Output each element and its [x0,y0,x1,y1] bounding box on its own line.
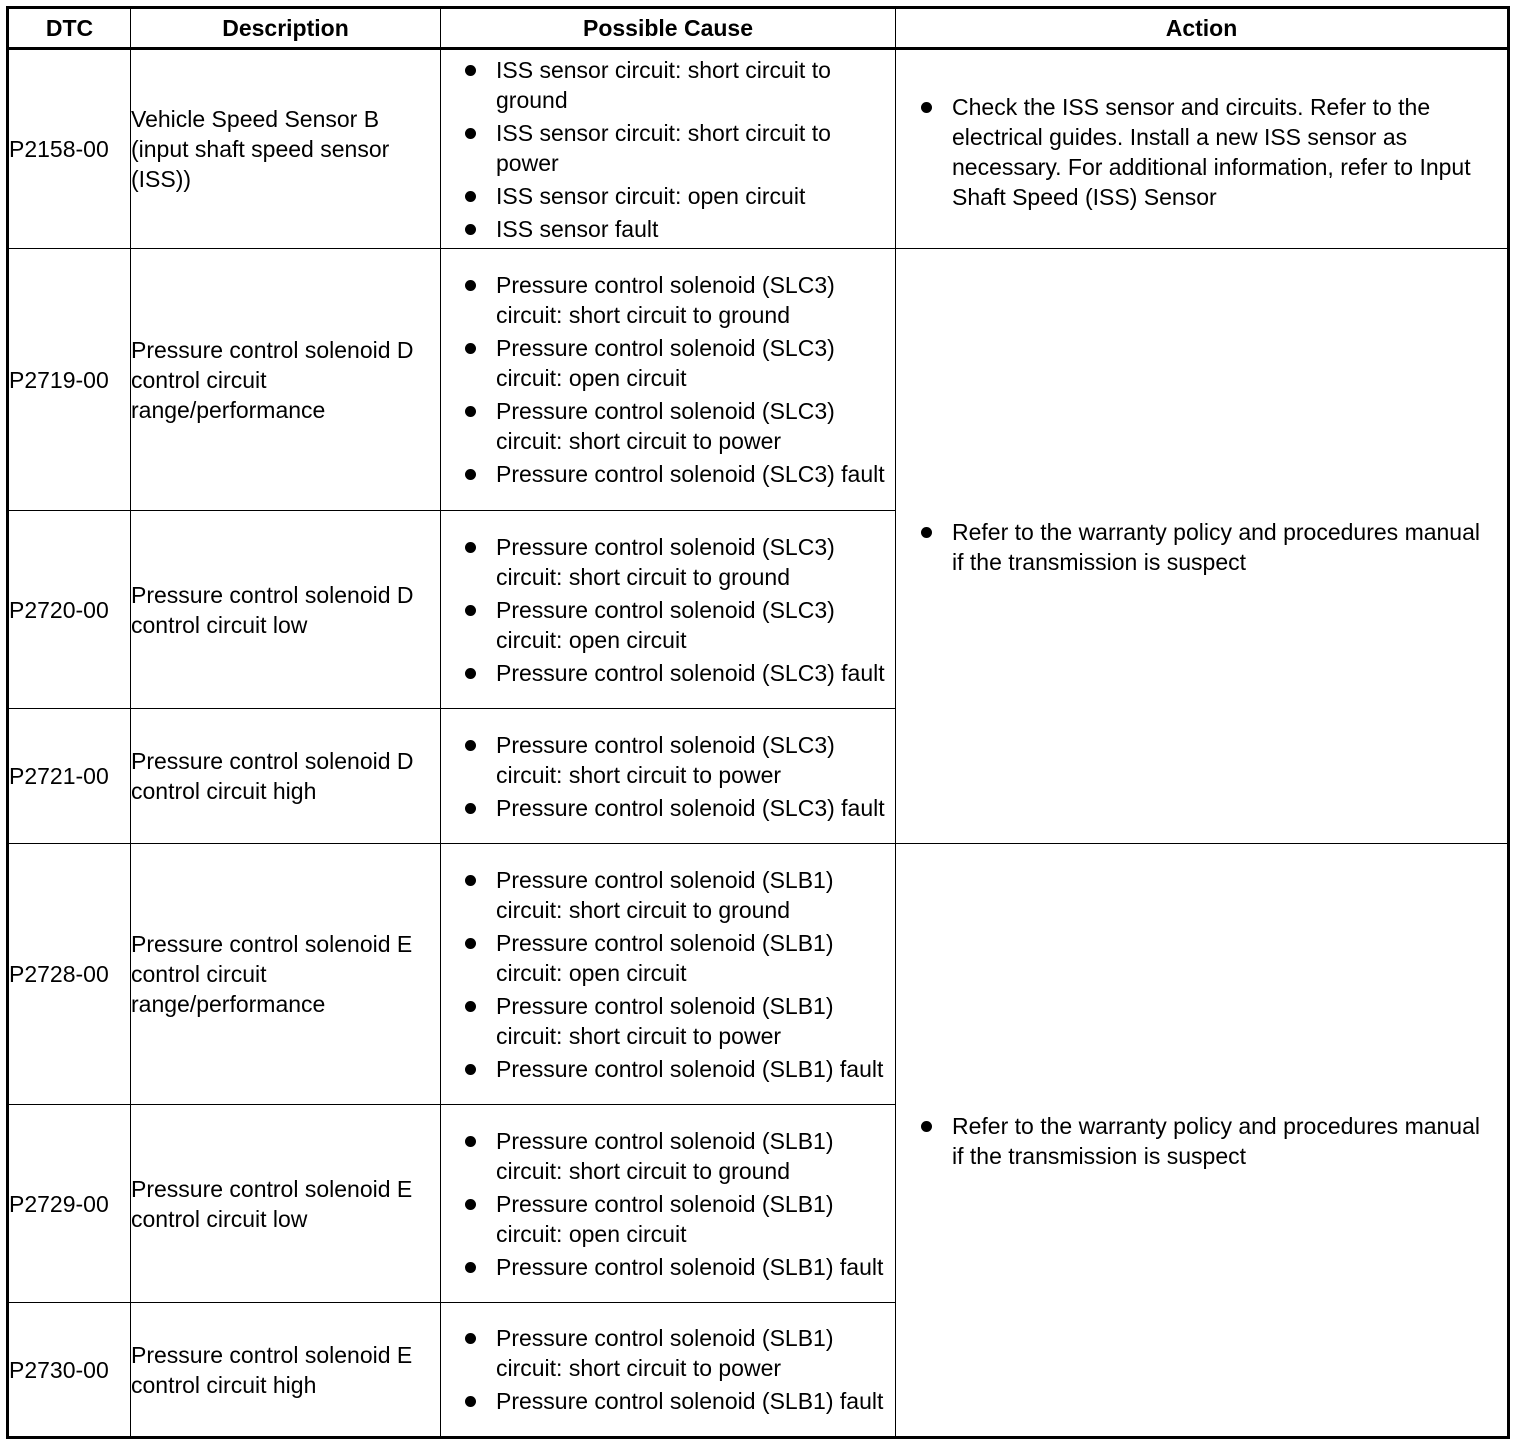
cause-text: Pressure control solenoid (SLB1) fault [496,1388,884,1414]
dtc-code: P2729-00 [8,1105,131,1303]
list-item [441,1054,895,1084]
dtc-code: P2728-00 [8,844,131,1105]
dtc-code: P2719-00 [8,249,131,511]
action-cell [896,49,1509,249]
cause-text: Pressure control solenoid (SLC3) circuit: short circuit to ground [496,272,835,328]
dtc-description: Pressure control solenoid D control circuit high [131,709,441,844]
action-text: Refer to the warranty policy and procedures manual if the transmission is suspect [952,1113,1481,1169]
action-text: Refer to the warranty policy and procedures manual if the transmission is suspect [952,519,1481,575]
list-item [441,865,895,925]
bullet-icon [465,1001,476,1012]
possible-cause-list [441,844,896,1105]
table-row [8,249,1509,511]
action-text: Check the ISS sensor and circuits. Refer to the electrical guides. Install a new ISS sensor as necessary. For additional information, refer to Input Shaft Speed (ISS) Sensor [952,94,1471,210]
list-item [441,658,895,688]
cause-text: Pressure control solenoid (SLC3) fault [496,794,885,821]
dtc-code: P2158-00 [8,49,131,249]
bullet-icon [465,1333,476,1344]
cause-text: Pressure control solenoid (SLB1) fault [496,1055,884,1082]
table-row [8,844,1509,1105]
cause-text: Pressure control solenoid (SLB1) circuit: short circuit to power [496,1325,834,1381]
list-item [441,396,895,456]
cause-text: Pressure control solenoid (SLB1) circuit: short circuit to ground [496,1127,834,1184]
list-item [896,92,1507,212]
cause-text: Pressure control solenoid (SLC3) circuit: short circuit to power [496,731,835,788]
bullet-icon [465,469,476,480]
cause-text: Pressure control solenoid (SLB1) circuit: short circuit to ground [496,866,834,923]
list-item [896,517,1507,577]
cause-text: ISS sensor circuit: short circuit to ground [496,56,831,113]
cause-text: Pressure control solenoid (SLC3) circuit: short circuit to ground [496,533,835,590]
bullet-icon [921,527,932,538]
list-item [441,55,895,115]
bullet-icon [921,1121,932,1132]
header-description: Description [131,8,441,49]
bullet-icon [465,1136,476,1147]
bullet-icon [921,102,932,113]
list-item [441,333,895,393]
bullet-icon [465,280,476,291]
list-item [896,1111,1507,1171]
possible-cause-list [441,511,896,709]
cause-text: Pressure control solenoid (SLC3) fault [496,461,885,487]
possible-cause-list [441,1105,896,1303]
dtc-description: Pressure control solenoid E control circuit range/performance [131,844,441,1105]
list-item [441,459,895,489]
cause-text: Pressure control solenoid (SLC3) circuit: short circuit to power [496,398,835,454]
cause-text: Pressure control solenoid (SLB1) circuit: short circuit to power [496,992,834,1049]
list-item [441,270,895,330]
dtc-table [6,6,1510,1439]
bullet-icon [465,65,476,76]
bullet-icon [465,740,476,751]
list-item [441,595,895,655]
bullet-icon [465,938,476,949]
header-possible-cause: Possible Cause [441,8,896,49]
cause-text: Pressure control solenoid (SLB1) fault [496,1253,884,1280]
bullet-icon [465,1064,476,1075]
cause-text: Pressure control solenoid (SLB1) circuit: open circuit [496,1190,834,1247]
bullet-icon [465,875,476,886]
list-item [441,793,895,823]
bullet-icon [465,605,476,616]
list-item [441,928,895,988]
cause-text: Pressure control solenoid (SLC3) circuit: open circuit [496,596,835,653]
dtc-description: Pressure control solenoid D control circuit range/performance [131,249,441,511]
bullet-icon [465,542,476,553]
bullet-icon [465,1396,476,1407]
dtc-code: P2721-00 [8,709,131,844]
dtc-description: Pressure control solenoid D control circuit low [131,511,441,709]
dtc-code: P2730-00 [8,1303,131,1438]
cause-text: ISS sensor circuit: short circuit to power [496,119,831,176]
header-row [8,8,1509,49]
bullet-icon [465,224,476,235]
possible-cause-list [441,1303,896,1438]
header-action: Action [896,8,1509,49]
possible-cause-list [441,709,896,844]
cause-text: Pressure control solenoid (SLB1) circuit: open circuit [496,929,834,986]
action-cell [896,844,1509,1438]
bullet-icon [465,668,476,679]
bullet-icon [465,1262,476,1273]
list-item [441,118,895,178]
bullet-icon [465,406,476,417]
action-cell [896,249,1509,844]
header-dtc: DTC [8,8,131,49]
list-item [441,1189,895,1249]
list-item [441,1126,895,1186]
list-item [441,730,895,790]
list-item [441,1252,895,1282]
bullet-icon [465,191,476,202]
cause-text: ISS sensor fault [496,215,659,242]
list-item [441,181,895,211]
bullet-icon [465,803,476,814]
dtc-description: Vehicle Speed Sensor B (input shaft speed sensor (ISS)) [131,49,441,249]
list-item [441,991,895,1051]
bullet-icon [465,343,476,354]
list-item [441,214,895,244]
possible-cause-list [441,249,896,511]
cause-text: ISS sensor circuit: open circuit [496,182,806,209]
cause-text: Pressure control solenoid (SLC3) fault [496,659,885,686]
list-item [441,532,895,592]
dtc-description: Pressure control solenoid E control circuit low [131,1105,441,1303]
list-item [441,1386,895,1416]
dtc-description: Pressure control solenoid E control circuit high [131,1303,441,1438]
list-item [441,1323,895,1383]
dtc-code: P2720-00 [8,511,131,709]
bullet-icon [465,1199,476,1210]
cause-text: Pressure control solenoid (SLC3) circuit: open circuit [496,335,835,391]
bullet-icon [465,128,476,139]
possible-cause-list [441,49,896,249]
table-row [8,49,1509,249]
